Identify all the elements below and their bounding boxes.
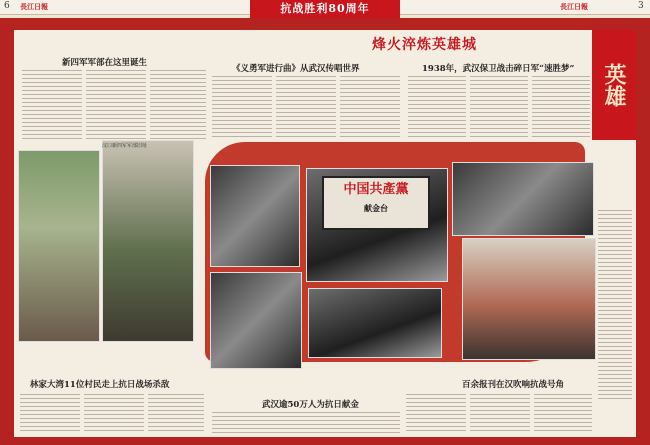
- article-column: [534, 394, 592, 434]
- photo-composer-portrait: [210, 165, 300, 267]
- party-donation-sign: [322, 176, 430, 230]
- article-column: [86, 70, 146, 142]
- article-column: [84, 394, 144, 434]
- article-column: [470, 394, 530, 434]
- article-column: [408, 76, 466, 140]
- page-headline: 烽火淬炼英雄城: [372, 37, 477, 53]
- page-number-left: 6: [4, 1, 10, 11]
- wall-frame-left: [0, 18, 14, 445]
- photo-newspaper-office: [308, 288, 442, 358]
- article-column: [470, 76, 528, 140]
- photo-bridge-historical: [452, 162, 594, 236]
- article-column: [150, 70, 206, 142]
- article-column: [148, 394, 204, 434]
- article-column: [212, 412, 400, 434]
- section-title-new-fourth-army: 新四军军部在这里诞生: [62, 58, 148, 68]
- vertical-hero-banner: 英雄: [592, 30, 636, 140]
- wall-frame-bottom: [0, 437, 650, 445]
- photo-students-at-museum: [462, 238, 596, 360]
- photo-caption: [112, 342, 192, 347]
- article-column: [212, 76, 272, 140]
- newspaper-logo-left: 長江日報: [20, 2, 48, 11]
- section-title-linjia-village: 林家大湾11位村民走上抗日战场杀敌: [30, 380, 170, 390]
- page-number-right: 3: [638, 1, 644, 11]
- sign-main-text: 中国共產黨: [343, 182, 409, 197]
- article-column: [22, 70, 82, 142]
- photo-crowd-singing: [210, 272, 302, 369]
- former-site-plaque: 汉口新四军军部旧址: [102, 143, 148, 149]
- article-column: [20, 394, 80, 434]
- article-column: [276, 76, 336, 140]
- wall-frame-top: [0, 18, 650, 30]
- section-title-march-of-volunteers: 《义勇军进行曲》从武汉传唱世界: [232, 64, 360, 74]
- section-title-wuhan-defense-1938: 1938年，武汉保卫战击碎日军“速胜梦”: [422, 64, 575, 74]
- photo-veteran-saluting: [102, 140, 194, 342]
- vertical-article-column: [598, 210, 632, 400]
- newspaper-logo-right: 長江日報: [560, 2, 588, 11]
- article-column: [532, 76, 590, 140]
- wall-frame-right: [636, 18, 650, 445]
- section-title-newspapers: 百余报刊在汉吹响抗战号角: [462, 380, 565, 390]
- sign-sub-text: 献金台: [364, 203, 388, 213]
- article-column: [340, 76, 400, 140]
- anniversary-banner: 抗战胜利80周年: [250, 0, 400, 18]
- section-title-donations: 武汉逾50万人为抗日献金: [262, 400, 359, 410]
- photo-elderly-man-village: [18, 150, 100, 342]
- article-column: [406, 394, 466, 434]
